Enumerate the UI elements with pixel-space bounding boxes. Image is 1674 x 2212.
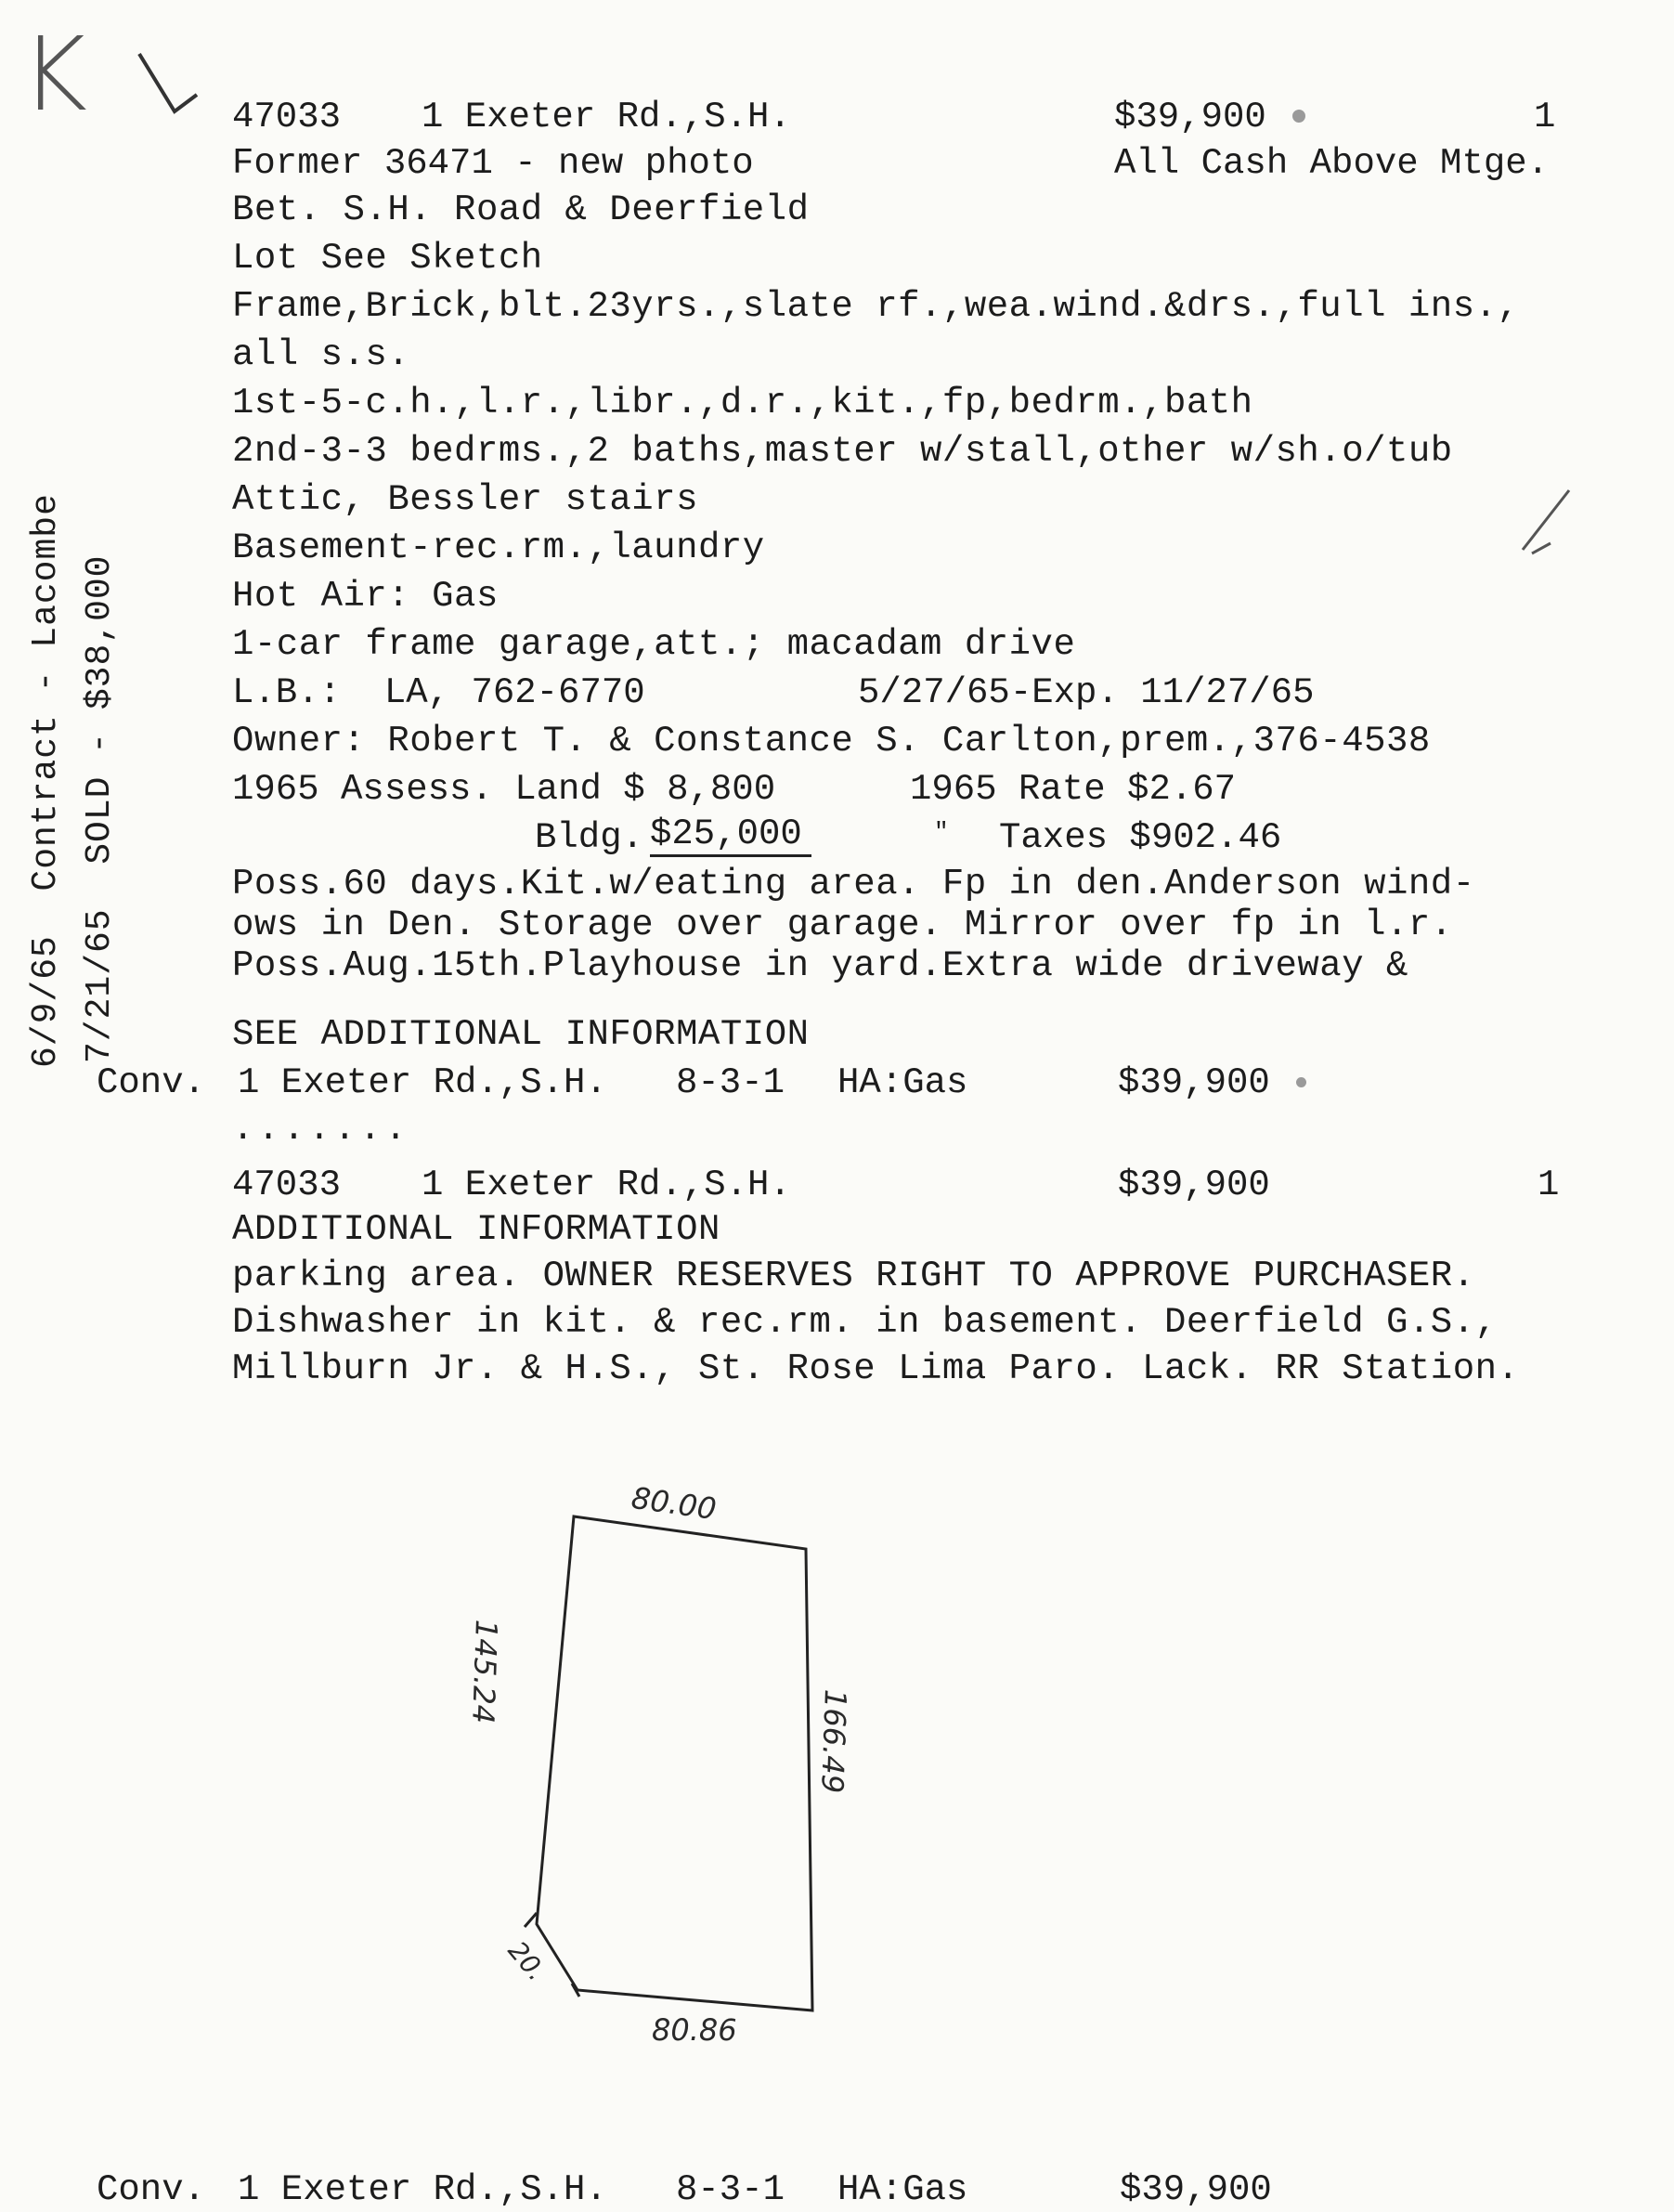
terms: All Cash Above Mtge.	[1114, 143, 1550, 184]
assess-bldg-value: $25,000	[650, 813, 811, 857]
footer-conv-heat: HA:Gas	[837, 2169, 968, 2210]
assess-rate: 1965 Rate $2.67	[910, 769, 1237, 810]
conv-price-dot	[1296, 1077, 1306, 1087]
additional-title: ADDITIONAL INFORMATION	[232, 1209, 720, 1250]
page-number: 1	[1534, 97, 1556, 137]
body-line: Frame,Brick,blt.23yrs.,slate rf.,wea.wind.&drs.,full ins.,	[232, 286, 1520, 327]
conv-rooms: 8-3-1	[676, 1062, 785, 1103]
listing-broker: L.B.: LA, 762-6770	[232, 672, 645, 713]
body-line: 1-car frame garage,att.; macadam drive	[232, 624, 1076, 665]
separator: .......	[232, 1109, 410, 1150]
footer-conv-address: 1 Exeter Rd.,S.H.	[238, 2169, 607, 2210]
listing-address: 1 Exeter Rd.,S.H.	[422, 97, 791, 137]
sketch-left-dimension: 145.24	[465, 1619, 505, 1724]
footer-conv-label: Conv.	[97, 2169, 206, 2210]
assess-bldg-label: Bldg.	[535, 817, 644, 858]
footer-conv-rooms: 8-3-1	[676, 2169, 785, 2210]
assess-taxes: Taxes $902.46	[999, 817, 1282, 858]
sketch-right-dimension: 166.49	[814, 1688, 854, 1794]
body-line: Basement-rec.rm.,laundry	[232, 527, 765, 568]
see-additional: SEE ADDITIONAL INFORMATION	[232, 1014, 810, 1055]
body-line: Bet. S.H. Road & Deerfield	[232, 189, 810, 230]
former-listing: Former 36471 - new photo	[232, 143, 754, 184]
conv-label: Conv.	[97, 1062, 206, 1103]
sketch-top-dimension: 80.00	[629, 1479, 719, 1528]
additional-price: $39,900	[1118, 1165, 1270, 1205]
body-line: Hot Air: Gas	[232, 576, 499, 617]
listing-price: $39,900	[1114, 97, 1266, 137]
remark-line: Poss.60 days.Kit.w/eating area. Fp in den.Anderson wind-	[232, 864, 1475, 904]
body-line: all s.s.	[232, 334, 410, 375]
footer-conv-price: $39,900	[1120, 2169, 1272, 2210]
additional-line: Dishwasher in kit. & rec.rm. in basement. Deerfield G.S.,	[232, 1302, 1498, 1343]
additional-listing-number: 47033	[232, 1165, 342, 1205]
lot-sketch	[525, 1516, 812, 2010]
price-dot	[1292, 110, 1305, 123]
additional-page: 1	[1538, 1165, 1560, 1205]
contract-note: 6/9/65 Contract - Lacombe	[26, 493, 66, 1068]
body-line: Attic, Bessler stairs	[232, 479, 698, 520]
owner-line: Owner: Robert T. & Constance S. Carlton,prem.,376-4538	[232, 721, 1431, 761]
sold-note: 7/21/65 SOLD - $38,000	[80, 554, 120, 1063]
conv-heat: HA:Gas	[837, 1062, 968, 1103]
listing-dates: 5/27/65-Exp. 11/27/65	[858, 672, 1315, 713]
additional-line: parking area. OWNER RESERVES RIGHT TO APPROVE PURCHASER.	[232, 1256, 1475, 1296]
body-line: 1st-5-c.h.,l.r.,libr.,d.r.,kit.,fp,bedrm.,bath	[232, 383, 1253, 423]
listing-number: 47033	[232, 97, 342, 137]
assess-land: 1965 Assess. Land $ 8,800	[232, 769, 776, 810]
sketch-corner-dimension: 20.	[501, 1935, 552, 1987]
corner-mark: K	[20, 15, 88, 134]
body-line: 2nd-3-3 bedrms.,2 baths,master w/stall,other w/sh.o/tub	[232, 431, 1453, 472]
sketch-bottom-dimension: 80.86	[652, 2012, 737, 2048]
body-line: Lot See Sketch	[232, 238, 543, 279]
conv-price: $39,900	[1118, 1062, 1270, 1103]
ditto-mark: "	[934, 818, 949, 846]
remark-line: ows in Den. Storage over garage. Mirror over fp in l.r.	[232, 904, 1453, 945]
conv-address: 1 Exeter Rd.,S.H.	[238, 1062, 607, 1103]
additional-line: Millburn Jr. & H.S., St. Rose Lima Paro. Lack. RR Station.	[232, 1348, 1520, 1389]
additional-address: 1 Exeter Rd.,S.H.	[422, 1165, 791, 1205]
remark-line: Poss.Aug.15th.Playhouse in yard.Extra wide driveway &	[232, 945, 1408, 986]
